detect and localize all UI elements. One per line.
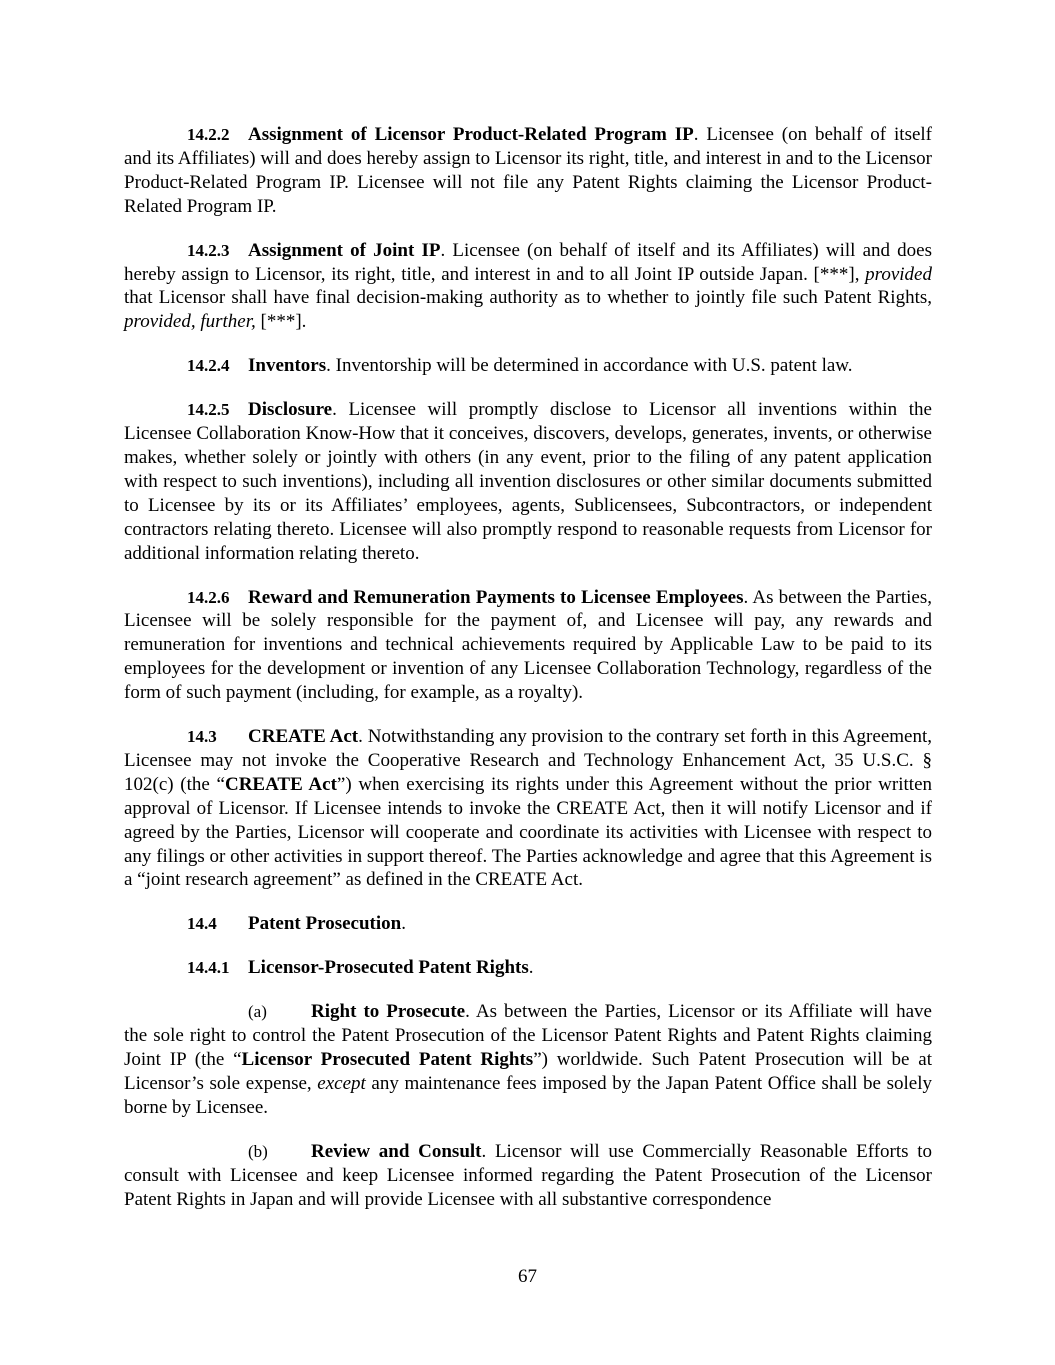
section-title: Patent Prosecution [248,913,402,935]
defined-term: CREATE Act [224,773,337,795]
section-body: . Notwithstanding any provision to the contrary set forth in this Agreement, Licensee may not invoke the Cooperative Research and Technology Enhancement Act, 35 U.S.C. § 102(c) (the “ [124,726,932,795]
section-body: [***]. [255,311,307,333]
italic-term: provided, further, [124,311,256,333]
section-14-4 [124,912,932,936]
section-14-2-3 [124,239,932,335]
section-number: 14.2.3 [187,240,230,260]
section-title: Review and Consult [311,1140,482,1162]
section-body: any maintenance fees imposed by the Japan Patent Office shall be solely borne by Licensee. [124,1072,932,1118]
section-number: 14.2.6 [187,587,230,607]
section-14-2-6 [124,586,932,706]
section-title: Disclosure [248,399,333,421]
section-title: Assignment of Licensor Product-Related Program IP [248,124,694,145]
section-title: Assignment of Joint IP [248,239,441,261]
italic-term: provided [865,263,932,285]
section-number: 14.4 [187,914,217,934]
subsection-letter: (a) [248,1002,267,1022]
italic-term: except [317,1072,366,1094]
section-number: 14.3 [187,727,217,747]
subsection-a [124,1000,932,1120]
section-14-3 [124,725,932,892]
subsection-b [124,1140,932,1212]
section-14-2-5 [124,398,932,565]
section-body: that Licensor shall have final decision-making authority as to whether to jointly file such Patent Rights, [124,287,932,309]
section-14-2-4 [124,354,932,378]
section-title: Right to Prosecute [311,1001,466,1023]
section-body: . As between the Parties, Licensee will be solely responsible for the payment of, and Licensee will pay, any rewards and remuneration for inventions and technical achievements required by Applicable Law to be paid to its employees for the development or invention of any Licensee Collaboration Technology, regardless of the form of such payment (including, for example, as a royalty). [124,586,932,704]
subsection-letter: (b) [248,1141,268,1161]
section-body: . [528,957,534,979]
section-number: 14.2.5 [187,400,230,420]
section-title: Licensor-Prosecuted Patent Rights [248,957,529,979]
document-page [124,123,932,1231]
section-title: CREATE Act [248,726,359,748]
section-body: . Licensor will use Commercially Reasonable Efforts to consult with Licensee and keep Licensee informed regarding the Patent Prosecution of the Licensor Patent Rights in Japan and will provide Licensee with all substantive correspondence [124,1140,933,1210]
section-number: 14.2.4 [187,356,230,376]
section-body: . As between the Parties, Licensor or its Affiliate will have the sole right to control the Patent Prosecution of the Licensor Patent Rights and Patent Rights claiming Joint IP (the “ [124,1001,932,1070]
section-number: 14.4.1 [187,958,230,978]
section-number: 14.2.2 [187,125,230,144]
section-body: ”) worldwide. Such Patent Prosecution will be at Licensor’s sole expense, [124,1049,932,1094]
section-body: . Licensee (on behalf of itself and its Affiliates) will and does hereby assign to Licensor its right, title, and interest in and to the Licensor Product-Related Program IP. Licensee will not file any Patent Rights claiming the Licensor Product-Related Program IP. [124,124,932,217]
page-number: 67 [518,1266,537,1287]
section-body: . Inventorship will be determined in accordance with U.S. patent law. [326,355,853,377]
defined-term: Licensor Prosecuted Patent Rights [241,1049,534,1070]
section-body: . Licensee (on behalf of itself and its Affiliates) will and does hereby assign to Licensor, its right, title, and interest in and to all Joint IP outside Japan. [***], [124,239,932,285]
section-body: . [401,913,406,935]
section-body: . Licensee will promptly disclose to Licensor all inventions within the Licensee Collaboration Know-How that it conceives, discovers, develops, generates, invents, or otherwise makes, whether solely or jointly with others (in any event, prior to the filing of any patent application with respect to such inventions), including all invention disclosures or other similar documents submitted to Licensee by its or its Affiliates’ employees, agents, Sublicensees, Subcontractors, or independent contractors relating thereto. Licensee will also promptly respond to reasonable requests from Licensor for additional information relating thereto. [124,399,932,564]
section-14-4-1 [124,956,932,980]
section-title: Inventors [248,355,327,377]
section-body: ”) when exercising its rights under this Agreement without the prior written approval of Licensor. If Licensee intends to invoke the CREATE Act, then it will notify Licensor and if agreed by the Parties, Licensor will cooperate and coordinate its activities with Licensee with respect to any filings or other activities in support thereof. The Parties acknowledge and agree that this Agreement is a “joint research agreement” as defined in the CREATE Act. [124,773,933,891]
section-14-2-2 [124,123,932,219]
section-title: Reward and Remuneration Payments to Licensee Employees [248,586,744,608]
